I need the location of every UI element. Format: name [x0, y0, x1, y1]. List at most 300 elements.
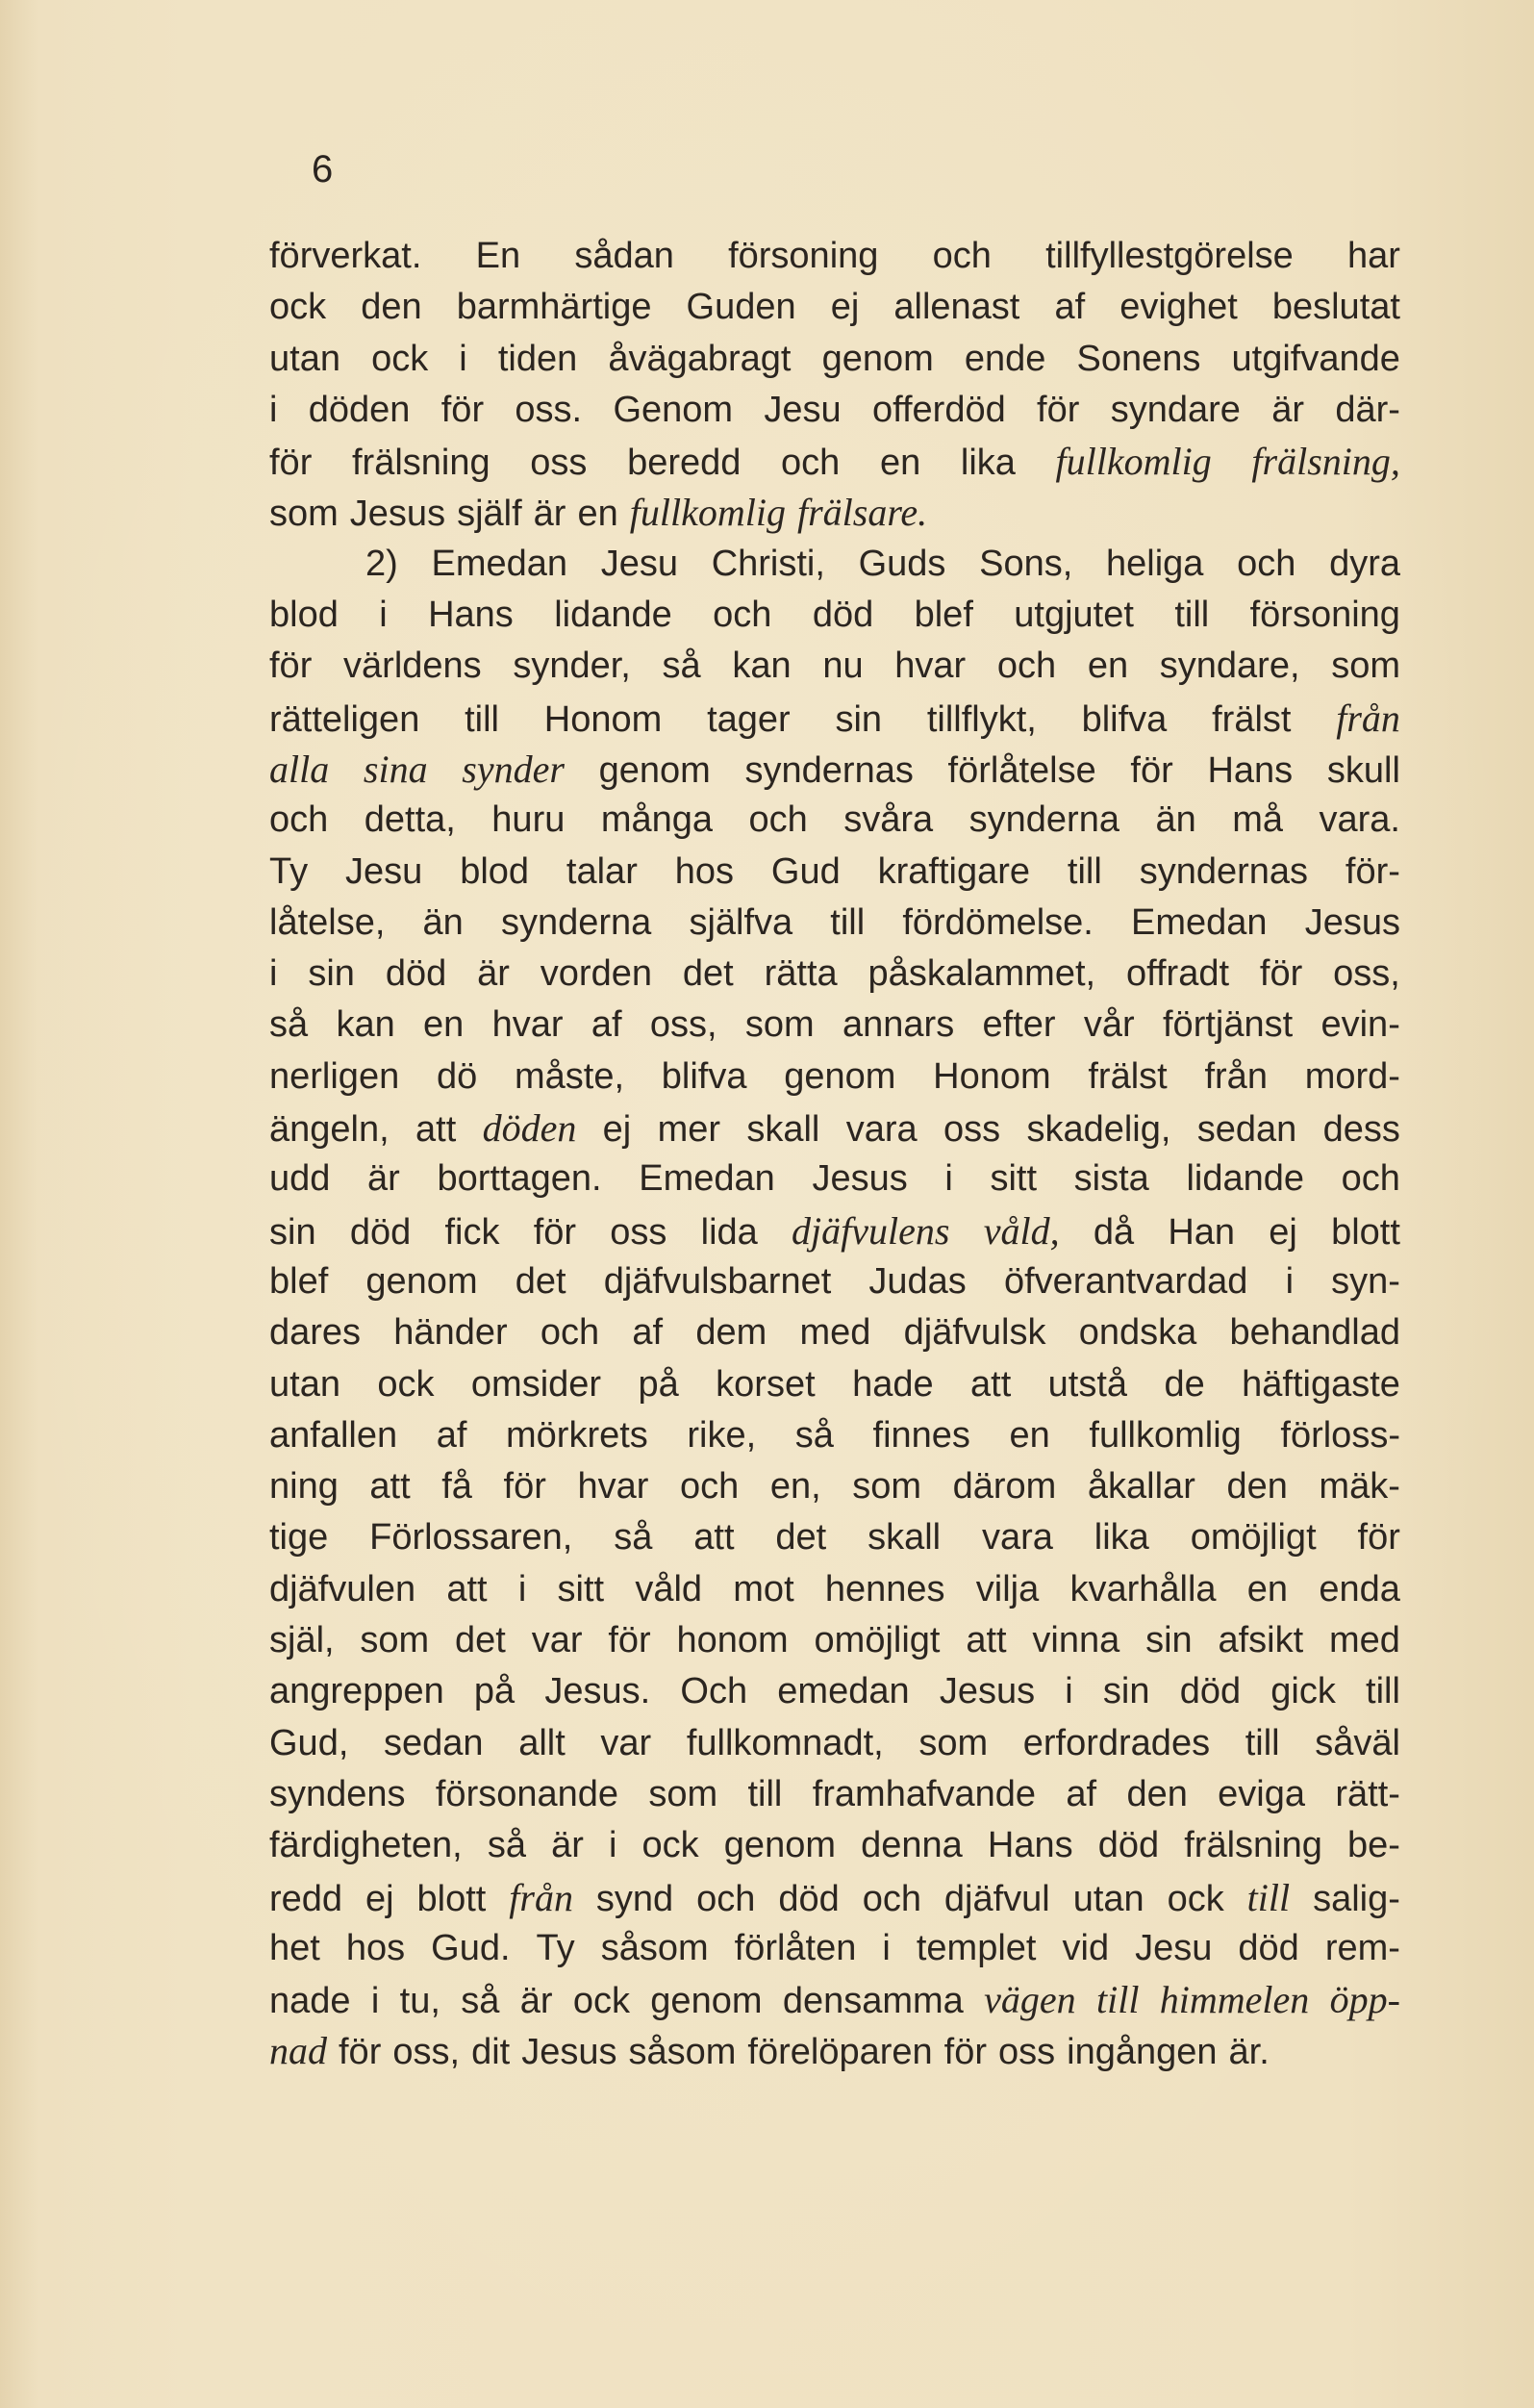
- word: som: [852, 1466, 922, 1508]
- word: död: [812, 595, 874, 636]
- word: en: [577, 494, 618, 535]
- word: ock: [1167, 1878, 1224, 1919]
- word: försoning: [1249, 595, 1400, 636]
- emphasized-word: djäfvulens: [792, 1208, 950, 1253]
- word: låtelse,: [269, 901, 386, 943]
- word: afsikt: [1218, 1620, 1304, 1661]
- word: så: [461, 1981, 500, 2022]
- emphasized-word: himmelen: [1159, 1978, 1310, 2022]
- word: rike,: [687, 1414, 757, 1456]
- word: Emedan: [639, 1158, 775, 1200]
- word: i: [517, 1568, 527, 1610]
- word: Ty: [269, 850, 309, 892]
- word: dares: [269, 1312, 362, 1354]
- word: för-: [1345, 850, 1400, 892]
- word: genom: [598, 749, 711, 791]
- word: i: [459, 338, 467, 379]
- text-line: [269, 334, 1400, 385]
- word: blifva: [661, 1055, 747, 1097]
- word: så: [614, 1517, 653, 1559]
- text-line: [269, 1564, 1400, 1615]
- word: för: [269, 646, 313, 687]
- word: och: [713, 595, 772, 636]
- text-line: [269, 1872, 1400, 1923]
- emphasized-word: från: [509, 1875, 573, 1919]
- word: en,: [769, 1466, 821, 1508]
- word: skadelig,: [1026, 1109, 1171, 1151]
- word: Ty: [536, 1927, 575, 1968]
- word: genom: [723, 1825, 836, 1866]
- text-line: [269, 898, 1400, 949]
- word: ej: [602, 1109, 632, 1151]
- word: synd: [595, 1878, 674, 1919]
- text-line: [269, 1718, 1400, 1769]
- text-line: [269, 1000, 1400, 1051]
- word: är: [533, 494, 566, 535]
- word: till: [1174, 595, 1210, 636]
- word: Jesu: [1135, 1927, 1213, 1968]
- word: densamma: [782, 1981, 964, 2022]
- word: nu: [822, 646, 864, 687]
- word: mörkrets: [506, 1414, 648, 1456]
- word: och: [781, 443, 841, 484]
- word: mäk-: [1319, 1466, 1400, 1508]
- word: till: [830, 901, 866, 943]
- text-line: [269, 1923, 1400, 1974]
- word: En: [475, 236, 521, 276]
- word: genom: [821, 338, 934, 379]
- word: hade: [852, 1363, 934, 1405]
- word: gick: [1270, 1671, 1336, 1712]
- word: då: [1093, 1211, 1135, 1253]
- word: utan: [269, 1363, 340, 1405]
- word: är.: [1228, 2032, 1270, 2073]
- word: djäfvulsk: [903, 1312, 1046, 1354]
- emphasized-word: sina: [363, 747, 428, 791]
- word: som: [648, 1773, 718, 1814]
- text-line: [269, 1052, 1400, 1103]
- word: och: [269, 799, 329, 841]
- word: för: [1037, 389, 1080, 430]
- word: många: [600, 799, 714, 841]
- word: Christi,: [711, 543, 825, 584]
- word: kraftigare: [877, 850, 1031, 892]
- word: tiden: [497, 338, 578, 379]
- word: huru: [491, 799, 566, 841]
- word: frälst: [1088, 1055, 1168, 1097]
- word: af: [1066, 1773, 1097, 1814]
- word: af: [1054, 287, 1086, 328]
- word: vara: [845, 1109, 918, 1151]
- word: frälst: [1212, 698, 1292, 740]
- word: beredd: [627, 443, 742, 484]
- word: kan: [732, 646, 792, 687]
- word: de: [1164, 1363, 1205, 1405]
- word: blef: [269, 1260, 329, 1302]
- word: att: [970, 1363, 1012, 1405]
- word: omöjligt: [1190, 1517, 1317, 1559]
- emphasized-word: frälsare.: [796, 491, 928, 535]
- word: oss.: [515, 389, 583, 430]
- word: påskalammet,: [868, 953, 1096, 995]
- word: var: [531, 1620, 583, 1661]
- word: Gud,: [269, 1722, 349, 1763]
- word: för: [1259, 953, 1303, 995]
- text-line: [269, 231, 1400, 282]
- word: Hans: [987, 1825, 1073, 1866]
- word: så: [662, 646, 701, 687]
- word: syndare,: [1159, 646, 1300, 687]
- word: het: [269, 1927, 320, 1968]
- word: själfva: [689, 901, 793, 943]
- word: allenast: [893, 287, 1020, 328]
- word: död: [1179, 1671, 1242, 1712]
- word: förverkat.: [269, 236, 422, 276]
- word: i: [1285, 1260, 1295, 1302]
- emphasized-word: synder: [462, 747, 565, 791]
- word: det: [455, 1620, 506, 1661]
- word: som: [918, 1722, 989, 1763]
- word: blott: [1331, 1211, 1400, 1253]
- word: är: [367, 1158, 400, 1200]
- word: vilja: [975, 1568, 1040, 1610]
- word: vara: [981, 1517, 1053, 1559]
- word: såsom: [600, 1927, 709, 1968]
- word: synderna: [500, 901, 652, 943]
- word: hos: [345, 1927, 406, 1968]
- word: i: [379, 595, 388, 636]
- word: tu,: [399, 1981, 440, 2022]
- emphasized-word: från: [1336, 696, 1400, 740]
- word: blef: [914, 595, 973, 636]
- text-line: [269, 487, 1400, 538]
- word: nerligen: [269, 1055, 400, 1097]
- emphasized-word: nad: [269, 2029, 327, 2073]
- word: utan: [269, 338, 340, 379]
- emphasized-word: frälsning,: [1251, 440, 1400, 484]
- word: måste,: [514, 1055, 625, 1097]
- word: Honom: [543, 698, 663, 740]
- word: där-: [1335, 389, 1400, 430]
- word: åkallar: [1087, 1466, 1195, 1508]
- word: frälsning: [1184, 1825, 1322, 1866]
- word: nade: [269, 1981, 351, 2022]
- word: oss: [998, 2032, 1056, 2073]
- word: lika: [1094, 1517, 1149, 1559]
- word: blod: [269, 595, 339, 636]
- word: det: [682, 953, 734, 995]
- word: till: [1366, 1671, 1400, 1712]
- word: för: [503, 1466, 546, 1508]
- word: Emedan: [1131, 901, 1268, 943]
- word: Jesus: [521, 2032, 617, 2073]
- word: genom: [650, 1981, 763, 2022]
- word: Jesu: [345, 850, 423, 892]
- word: tager: [707, 698, 791, 740]
- word: dit: [471, 2032, 511, 2073]
- word: genom: [784, 1055, 896, 1097]
- word: till: [1245, 1722, 1280, 1763]
- word: oss,: [1333, 953, 1400, 995]
- word: själf: [457, 494, 522, 535]
- word: fullkomlig: [1089, 1414, 1242, 1456]
- word: offradt: [1125, 953, 1230, 995]
- word: skull: [1326, 749, 1400, 791]
- emphasized-word: alla: [269, 747, 330, 791]
- word: ondska: [1078, 1312, 1197, 1354]
- word: en: [1009, 1414, 1050, 1456]
- word: behandlad: [1229, 1312, 1400, 1354]
- word: förlåten: [734, 1927, 857, 1968]
- word: oss: [610, 1211, 667, 1253]
- word: och: [679, 1466, 740, 1508]
- word: oss,: [392, 2032, 461, 2073]
- word: och: [1237, 543, 1296, 584]
- word: af: [591, 1004, 622, 1046]
- word: i: [1065, 1671, 1073, 1712]
- word: Sons,: [979, 543, 1073, 584]
- word: förtjänst: [1163, 1004, 1294, 1046]
- word: som: [1331, 646, 1400, 687]
- word: af: [632, 1312, 664, 1354]
- word: rem-: [1324, 1927, 1400, 1968]
- text-line: [269, 1153, 1400, 1204]
- word: mer: [657, 1109, 721, 1151]
- word: en: [423, 1004, 465, 1046]
- word: Jesu: [764, 389, 842, 430]
- word: såsom: [628, 2032, 737, 2073]
- word: Jesus: [349, 494, 446, 535]
- word: korset: [716, 1363, 816, 1405]
- text-line: [269, 744, 1400, 795]
- word: emedan: [777, 1671, 910, 1712]
- word: sedan: [384, 1722, 484, 1763]
- word: offerdöd: [871, 389, 1006, 430]
- word: mord-: [1304, 1055, 1400, 1097]
- word: dem: [695, 1312, 767, 1354]
- word: vid: [1062, 1927, 1110, 1968]
- word: en: [1087, 646, 1129, 687]
- word: och: [996, 646, 1057, 687]
- word: detta,: [364, 799, 456, 841]
- word: det: [775, 1517, 827, 1559]
- text-line: [269, 949, 1400, 1000]
- word: sin: [269, 1211, 316, 1253]
- word: död: [778, 1878, 840, 1919]
- word: Hans: [1207, 749, 1294, 791]
- word: Förlossaren,: [369, 1517, 573, 1559]
- word: oss: [943, 1109, 1001, 1151]
- word: allt: [518, 1722, 566, 1763]
- word: hvar: [491, 1004, 564, 1046]
- emphasized-word: fullkomlig: [1055, 440, 1212, 484]
- word: och: [862, 1878, 921, 1919]
- word: öfverantvardad: [1003, 1260, 1248, 1302]
- word: Han: [1168, 1211, 1236, 1253]
- word: död: [1097, 1825, 1160, 1866]
- word: händer: [393, 1312, 508, 1354]
- body-text: [269, 231, 1400, 2077]
- word: från: [1204, 1055, 1268, 1097]
- word: Gud: [770, 850, 841, 892]
- word: Sonens: [1076, 338, 1201, 379]
- word: djäfvul: [943, 1878, 1050, 1919]
- word: framhafvande: [812, 1773, 1037, 1814]
- text-line: [269, 847, 1400, 898]
- word: till: [465, 698, 499, 740]
- word: ängeln,: [269, 1109, 390, 1151]
- word: må: [1232, 799, 1283, 841]
- word: djäfvulsbarnet: [603, 1260, 832, 1302]
- word: tillfyllestgörelse: [1045, 236, 1294, 276]
- word: sin: [308, 953, 355, 995]
- word: som: [269, 494, 339, 535]
- text-line: [269, 1666, 1400, 1717]
- word: till: [747, 1773, 783, 1814]
- word: som: [744, 1004, 815, 1046]
- emphasized-word: vägen: [984, 1978, 1076, 2022]
- word: heliga: [1105, 543, 1204, 584]
- word: för: [608, 1620, 651, 1661]
- word: syn-: [1331, 1260, 1400, 1302]
- word: vara.: [1319, 799, 1400, 841]
- word: ej: [1269, 1211, 1297, 1253]
- word: synderna: [968, 799, 1119, 841]
- word: det: [515, 1260, 566, 1302]
- word: syndernas: [744, 749, 914, 791]
- word: att: [693, 1517, 735, 1559]
- word: lika: [960, 443, 1016, 484]
- word: till: [1067, 850, 1102, 892]
- word: så: [794, 1414, 834, 1456]
- emphasized-word: fullkomlig: [629, 491, 786, 535]
- word: utstå: [1047, 1363, 1128, 1405]
- word: sin: [835, 698, 883, 740]
- word: ock: [572, 1981, 630, 2022]
- word: eviga: [1218, 1773, 1306, 1814]
- word: utan: [1072, 1878, 1144, 1919]
- word: rätt-: [1335, 1773, 1400, 1814]
- word: färdigheten,: [269, 1825, 463, 1866]
- word: med: [1329, 1620, 1400, 1661]
- word: på: [473, 1671, 516, 1712]
- word: genom: [365, 1260, 478, 1302]
- word: skall: [868, 1517, 942, 1559]
- word: Guds: [858, 543, 946, 584]
- word: 2): [365, 543, 398, 584]
- word: för: [269, 443, 313, 484]
- word: salig-: [1313, 1878, 1400, 1919]
- text-line: [269, 1359, 1400, 1410]
- word: be-: [1346, 1825, 1400, 1866]
- word: Jesus: [1304, 901, 1400, 943]
- word: för: [1130, 749, 1173, 791]
- word: ingången: [1067, 2032, 1218, 2073]
- word: och: [932, 236, 992, 276]
- word: för: [1357, 1517, 1400, 1559]
- word: hvar: [894, 646, 967, 687]
- word: kan: [336, 1004, 395, 1046]
- text-line: [269, 2025, 1400, 2076]
- word: syndernas: [1139, 850, 1309, 892]
- word: för: [533, 1211, 577, 1253]
- text-line: [269, 1461, 1400, 1512]
- word: dyra: [1329, 543, 1400, 584]
- text-line: [269, 1820, 1400, 1871]
- word: svåra: [843, 799, 934, 841]
- word: försoning: [728, 236, 879, 276]
- word: en: [879, 443, 921, 484]
- word: blifva: [1081, 698, 1168, 740]
- word: ock: [641, 1825, 699, 1866]
- word: är: [551, 1825, 584, 1866]
- word: anfallen: [269, 1414, 398, 1456]
- word: synder,: [513, 646, 631, 687]
- word: åvägabragt: [608, 338, 792, 379]
- word: ej: [365, 1878, 394, 1919]
- word: vinna: [1032, 1620, 1120, 1661]
- word: att: [446, 1568, 488, 1610]
- word: såväl: [1315, 1722, 1400, 1763]
- text-line: [269, 641, 1400, 692]
- word: sådan: [574, 236, 674, 276]
- word: borttagen.: [437, 1158, 602, 1200]
- word: för: [440, 389, 485, 430]
- word: död: [385, 953, 447, 995]
- word: Honom: [933, 1055, 1051, 1097]
- word: för: [339, 2032, 382, 2073]
- word: sista: [1073, 1158, 1149, 1200]
- word: beslutat: [1271, 287, 1400, 328]
- word: omsider: [470, 1363, 602, 1405]
- word: ock: [371, 338, 429, 379]
- emphasized-word: öpp-: [1329, 1978, 1400, 2022]
- word: dö: [436, 1055, 478, 1097]
- word: hos: [674, 850, 735, 892]
- word: än: [1155, 799, 1196, 841]
- word: och: [748, 799, 808, 841]
- word: som: [360, 1620, 430, 1661]
- text-line: [269, 1307, 1400, 1358]
- word: sin: [1102, 1671, 1150, 1712]
- word: tillflykt,: [926, 698, 1037, 740]
- word: ning: [269, 1466, 339, 1508]
- word: talar: [566, 850, 638, 892]
- word: den: [1126, 1773, 1188, 1814]
- word: i: [944, 1158, 953, 1200]
- emphasized-word: döden: [482, 1106, 577, 1151]
- word: annars: [842, 1004, 955, 1046]
- word: Jesus.: [544, 1671, 651, 1712]
- word: fullkomnadt,: [686, 1722, 884, 1763]
- word: med: [799, 1312, 871, 1354]
- word: lida: [700, 1211, 758, 1253]
- word: frälsning: [352, 443, 490, 484]
- text-line: [269, 385, 1400, 436]
- text-line: [269, 693, 1400, 744]
- word: mot: [733, 1568, 794, 1610]
- word: enda: [1319, 1568, 1400, 1610]
- word: världens: [343, 646, 482, 687]
- word: Gud.: [431, 1927, 511, 1968]
- word: ock: [377, 1363, 435, 1405]
- text-line: [269, 1512, 1400, 1563]
- word: i: [370, 1981, 380, 2022]
- page-number: 6: [312, 148, 334, 190]
- word: sitt: [990, 1158, 1038, 1200]
- word: därom: [952, 1466, 1057, 1508]
- text-line: [269, 1256, 1400, 1307]
